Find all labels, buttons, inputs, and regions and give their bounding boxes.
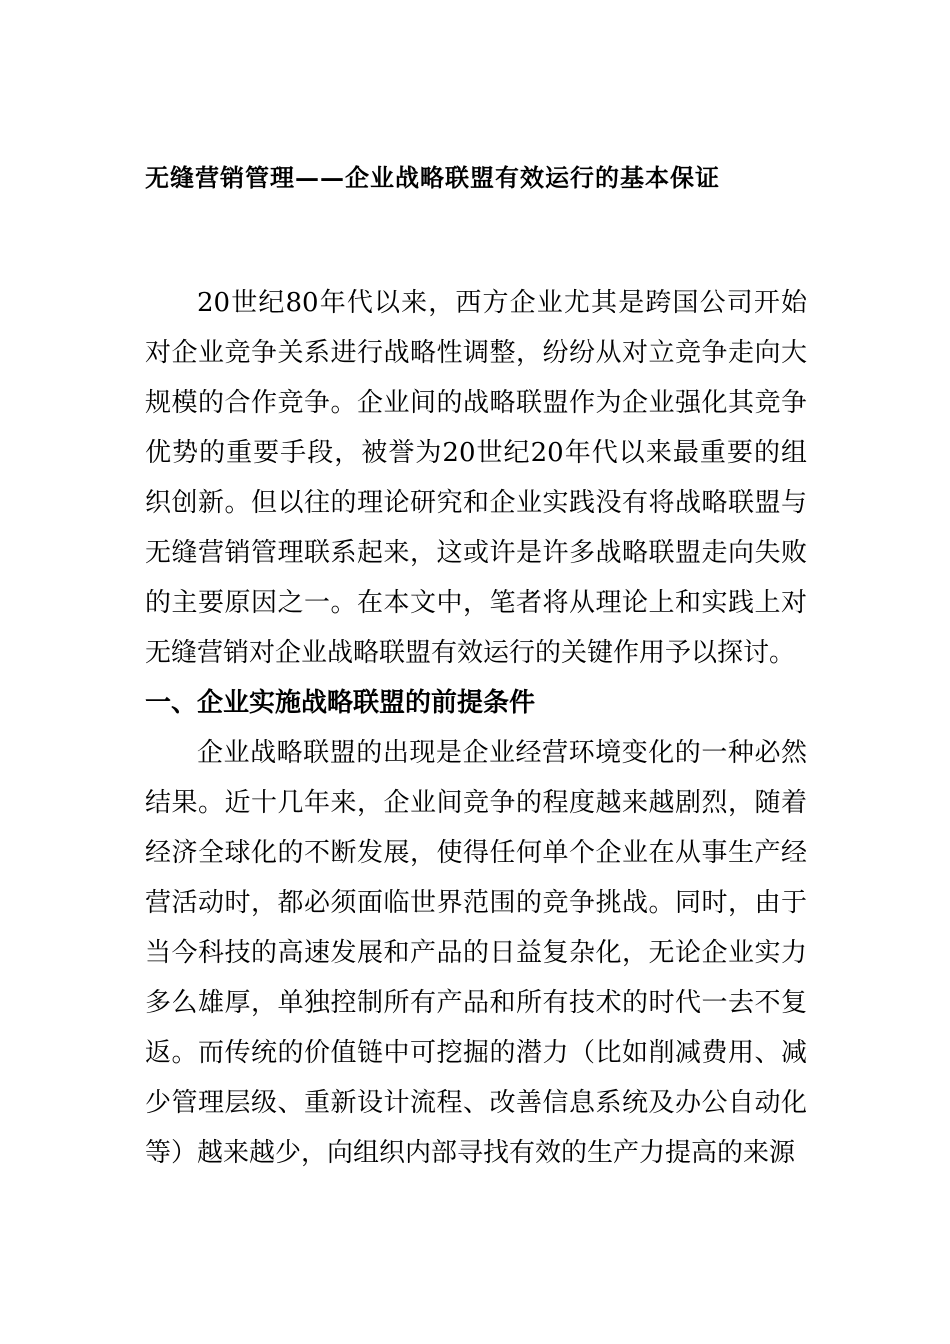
document-body: [145, 278, 807, 1178]
document-title: 无缝营销管理——企业战略联盟有效运行的基本保证: [145, 163, 720, 192]
section-heading-1: 一、企业实施战略联盟的前提条件: [145, 688, 536, 718]
section-1-paragraph: 企业战略联盟的出现是企业经营环境变化的一种必然结果。近十几年来，企业间竞争的程度越来越剧烈，随着经济全球化的不断发展，使得任何单个企业在从事生产经营活动时，都必须面临世界范围的竞争挑战。同时，由于当今科技的高速发展和产品的日益复杂化，无论企业实力多么雄厚，单独控制所有产品和所有技术的时代一去不复返。而传统的价值链中可挖掘的潜力（比如削减费用、减少管理层级、重新设计流程、改善信息系统及办公自动化等）越来越少，向组织内部寻找有效的生产力提高的来源: [145, 738, 807, 1168]
intro-paragraph: 20世纪80年代以来，西方企业尤其是跨国公司开始对企业竞争关系进行战略性调整，纷纷从对立竞争走向大规模的合作竞争。企业间的战略联盟作为企业强化其竞争优势的重要手段，被誉为20世纪20年代以来最重要的组织创新。但以往的理论研究和企业实践没有将战略联盟与无缝营销管理联系起来，这或许是许多战略联盟走向失败的主要原因之一。在本文中，笔者将从理论上和实践上对无缝营销对企业战略联盟有效运行的关键作用予以探讨。: [145, 288, 807, 668]
